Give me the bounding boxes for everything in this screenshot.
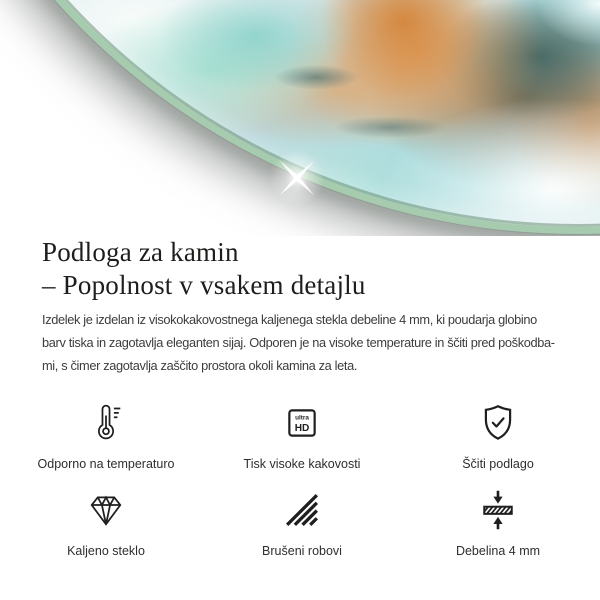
description-line: barv tiska in zagotavlja eleganten sijaj. Odporen je na visoke temperature in ščiti pred poškodba-: [42, 335, 555, 350]
feature-thickness-4mm: [400, 485, 596, 559]
thickness-icon: [476, 485, 520, 535]
feature-label: Ščiti podlago: [462, 457, 534, 471]
feature-tempered-glass: [8, 485, 204, 559]
features-grid: [8, 398, 596, 559]
page-title-line1: Podloga za kamin: [42, 237, 239, 267]
feature-label: Debelina 4 mm: [455, 544, 541, 558]
sparkle-glint-icon: [269, 150, 325, 206]
product-description: [42, 308, 555, 377]
thermometer-icon: [84, 398, 128, 448]
product-image: [0, 0, 600, 236]
svg-text:ultra: ultra: [295, 414, 309, 422]
feature-temperature-resistant: [8, 398, 204, 472]
beveled-edges-icon: [280, 485, 324, 535]
ultra-hd-icon: [280, 398, 324, 448]
feature-high-quality-print: [204, 398, 400, 472]
feature-label: Odporno na temperaturo: [37, 457, 175, 471]
page-title-line2: – Popolnost v vsakem detajlu: [42, 270, 366, 300]
feature-label: Kaljeno steklo: [67, 544, 145, 558]
feature-label: Tisk visoke kakovosti: [243, 457, 361, 471]
page-title: [42, 236, 366, 302]
shield-check-icon: [476, 398, 520, 448]
svg-text:HD: HD: [294, 422, 310, 434]
description-line: Izdelek je izdelan iz visokokakovostnega kaljenega stekla debeline 4 mm, ki poudarja globino: [42, 312, 537, 327]
diamond-icon: [84, 485, 128, 535]
feature-label: Brušeni robovi: [262, 544, 342, 558]
description-line: mi, s čimer zagotavlja zaščito prostora okoli kamina za leta.: [42, 358, 358, 373]
feature-protects-surface: [400, 398, 596, 472]
feature-polished-edges: [204, 485, 400, 559]
